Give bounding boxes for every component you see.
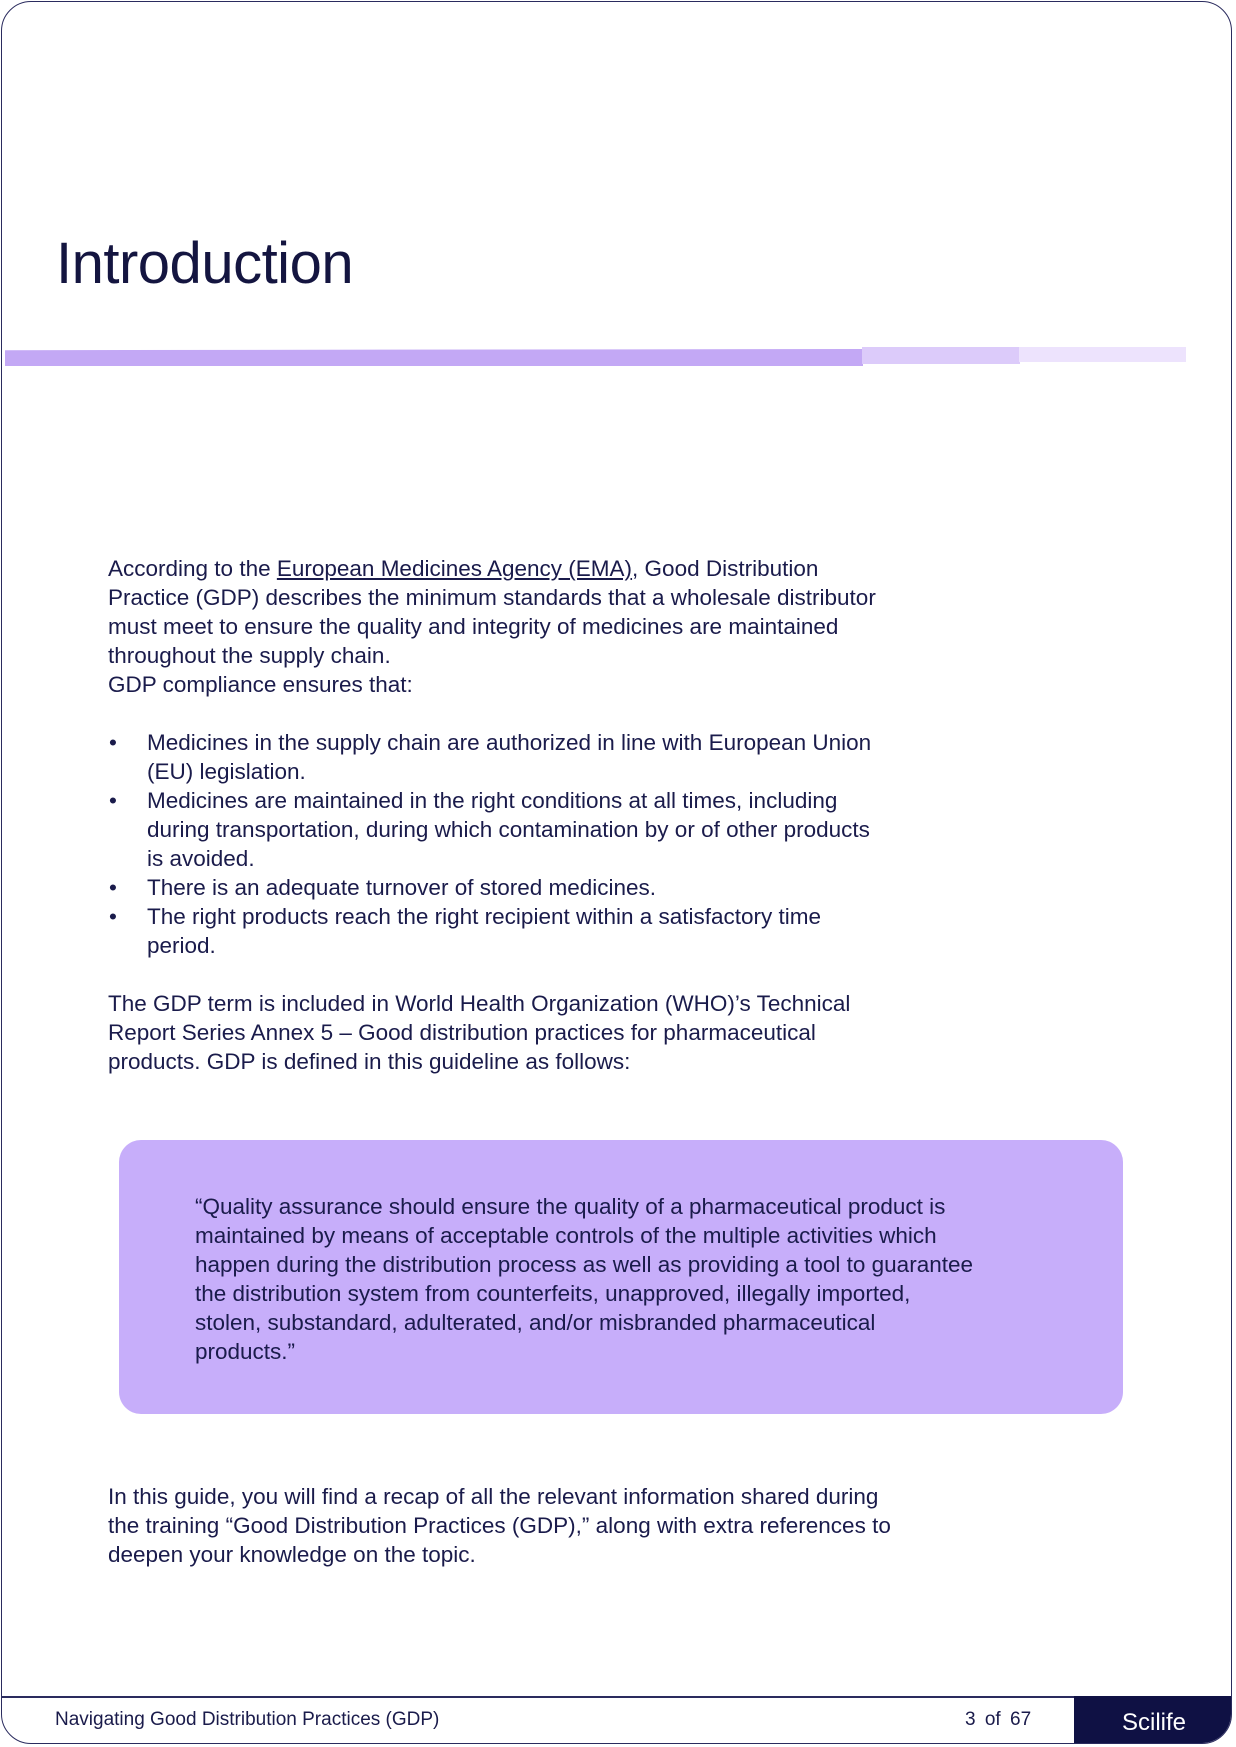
intro-line <box>108 554 968 583</box>
footer-doc-title: Navigating Good Distribution Practices (GDP) <box>55 1709 440 1730</box>
who-paragraph <box>108 989 968 1076</box>
intro-lead: According to the <box>108 556 277 581</box>
guide-line: deepen your knowledge on the topic. <box>108 1542 476 1567</box>
quote-line: products.” <box>195 1339 296 1364</box>
bullet-icon: • <box>109 730 117 755</box>
list-item <box>108 873 968 902</box>
who-line: Report Series Annex 5 – Good distribution practices for pharmaceutical <box>108 1020 816 1045</box>
bullet-icon: • <box>109 788 117 813</box>
bullet-icon: • <box>109 875 117 900</box>
gdp-compliance-list <box>108 728 968 960</box>
list-item-line: Medicines in the supply chain are authorized in line with European Union <box>147 730 872 755</box>
list-item-line: The right products reach the right recipient within a satisfactory time <box>147 904 822 929</box>
page-frame <box>1 1 1232 1744</box>
brand-logo <box>1074 1696 1232 1744</box>
list-item <box>108 786 968 873</box>
quote-line: “Quality assurance should ensure the quality of a pharmaceutical product is <box>195 1194 946 1219</box>
intro-line-text: , Good Distribution <box>632 556 819 581</box>
list-item <box>108 728 968 786</box>
intro-line: Practice (GDP) describes the minimum standards that a wholesale distributor <box>108 585 876 610</box>
quote-line: happen during the distribution process as well as providing a tool to guarantee <box>195 1252 973 1277</box>
decorative-bar-light <box>1019 347 1186 362</box>
page-of-label: of <box>984 1709 1001 1730</box>
quote-line: maintained by means of acceptable controls of the multiple activities which <box>195 1223 937 1248</box>
quote-line: stolen, substandard, adulterated, and/or misbranded pharmaceutical <box>195 1310 876 1335</box>
page-title: Introduction <box>56 231 354 296</box>
who-line: products. GDP is defined in this guideline as follows: <box>108 1049 631 1074</box>
list-item-line: Medicines are maintained in the right conditions at all times, including <box>147 788 838 813</box>
intro-line: GDP compliance ensures that: <box>108 672 413 697</box>
list-item <box>108 902 968 960</box>
guide-paragraph <box>108 1482 968 1569</box>
guide-line: the training “Good Distribution Practices (GDP),” along with extra references to <box>108 1513 891 1538</box>
guide-line: In this guide, you will find a recap of all the relevant information shared during <box>108 1484 879 1509</box>
list-item-line: There is an adequate turnover of stored medicines. <box>147 875 657 900</box>
page-number <box>965 1709 1031 1731</box>
bullet-icon: • <box>109 904 117 929</box>
list-item-line: is avoided. <box>147 846 255 871</box>
list-item-line: during transportation, during which contamination by or of other products <box>147 817 870 842</box>
ema-link[interactable]: European Medicines Agency (EMA) <box>276 556 633 581</box>
intro-paragraph <box>108 554 968 699</box>
brand-name: Scilife <box>1121 1709 1187 1736</box>
page-current: 3 <box>965 1709 976 1730</box>
who-line: The GDP term is included in World Health Organization (WHO)’s Technical <box>108 991 851 1016</box>
decorative-bar-main <box>5 349 863 366</box>
decorative-bar-mid <box>862 347 1020 364</box>
footer-divider <box>2 1696 1232 1698</box>
quote-box <box>119 1140 1123 1414</box>
list-item-line: (EU) legislation. <box>147 759 306 784</box>
page-total: 67 <box>1010 1709 1032 1730</box>
intro-line: must meet to ensure the quality and integrity of medicines are maintained <box>108 614 839 639</box>
intro-line: throughout the supply chain. <box>108 643 391 668</box>
list-item-line: period. <box>147 933 216 958</box>
quote-line: the distribution system from counterfeits, unapproved, illegally imported, <box>195 1281 911 1306</box>
